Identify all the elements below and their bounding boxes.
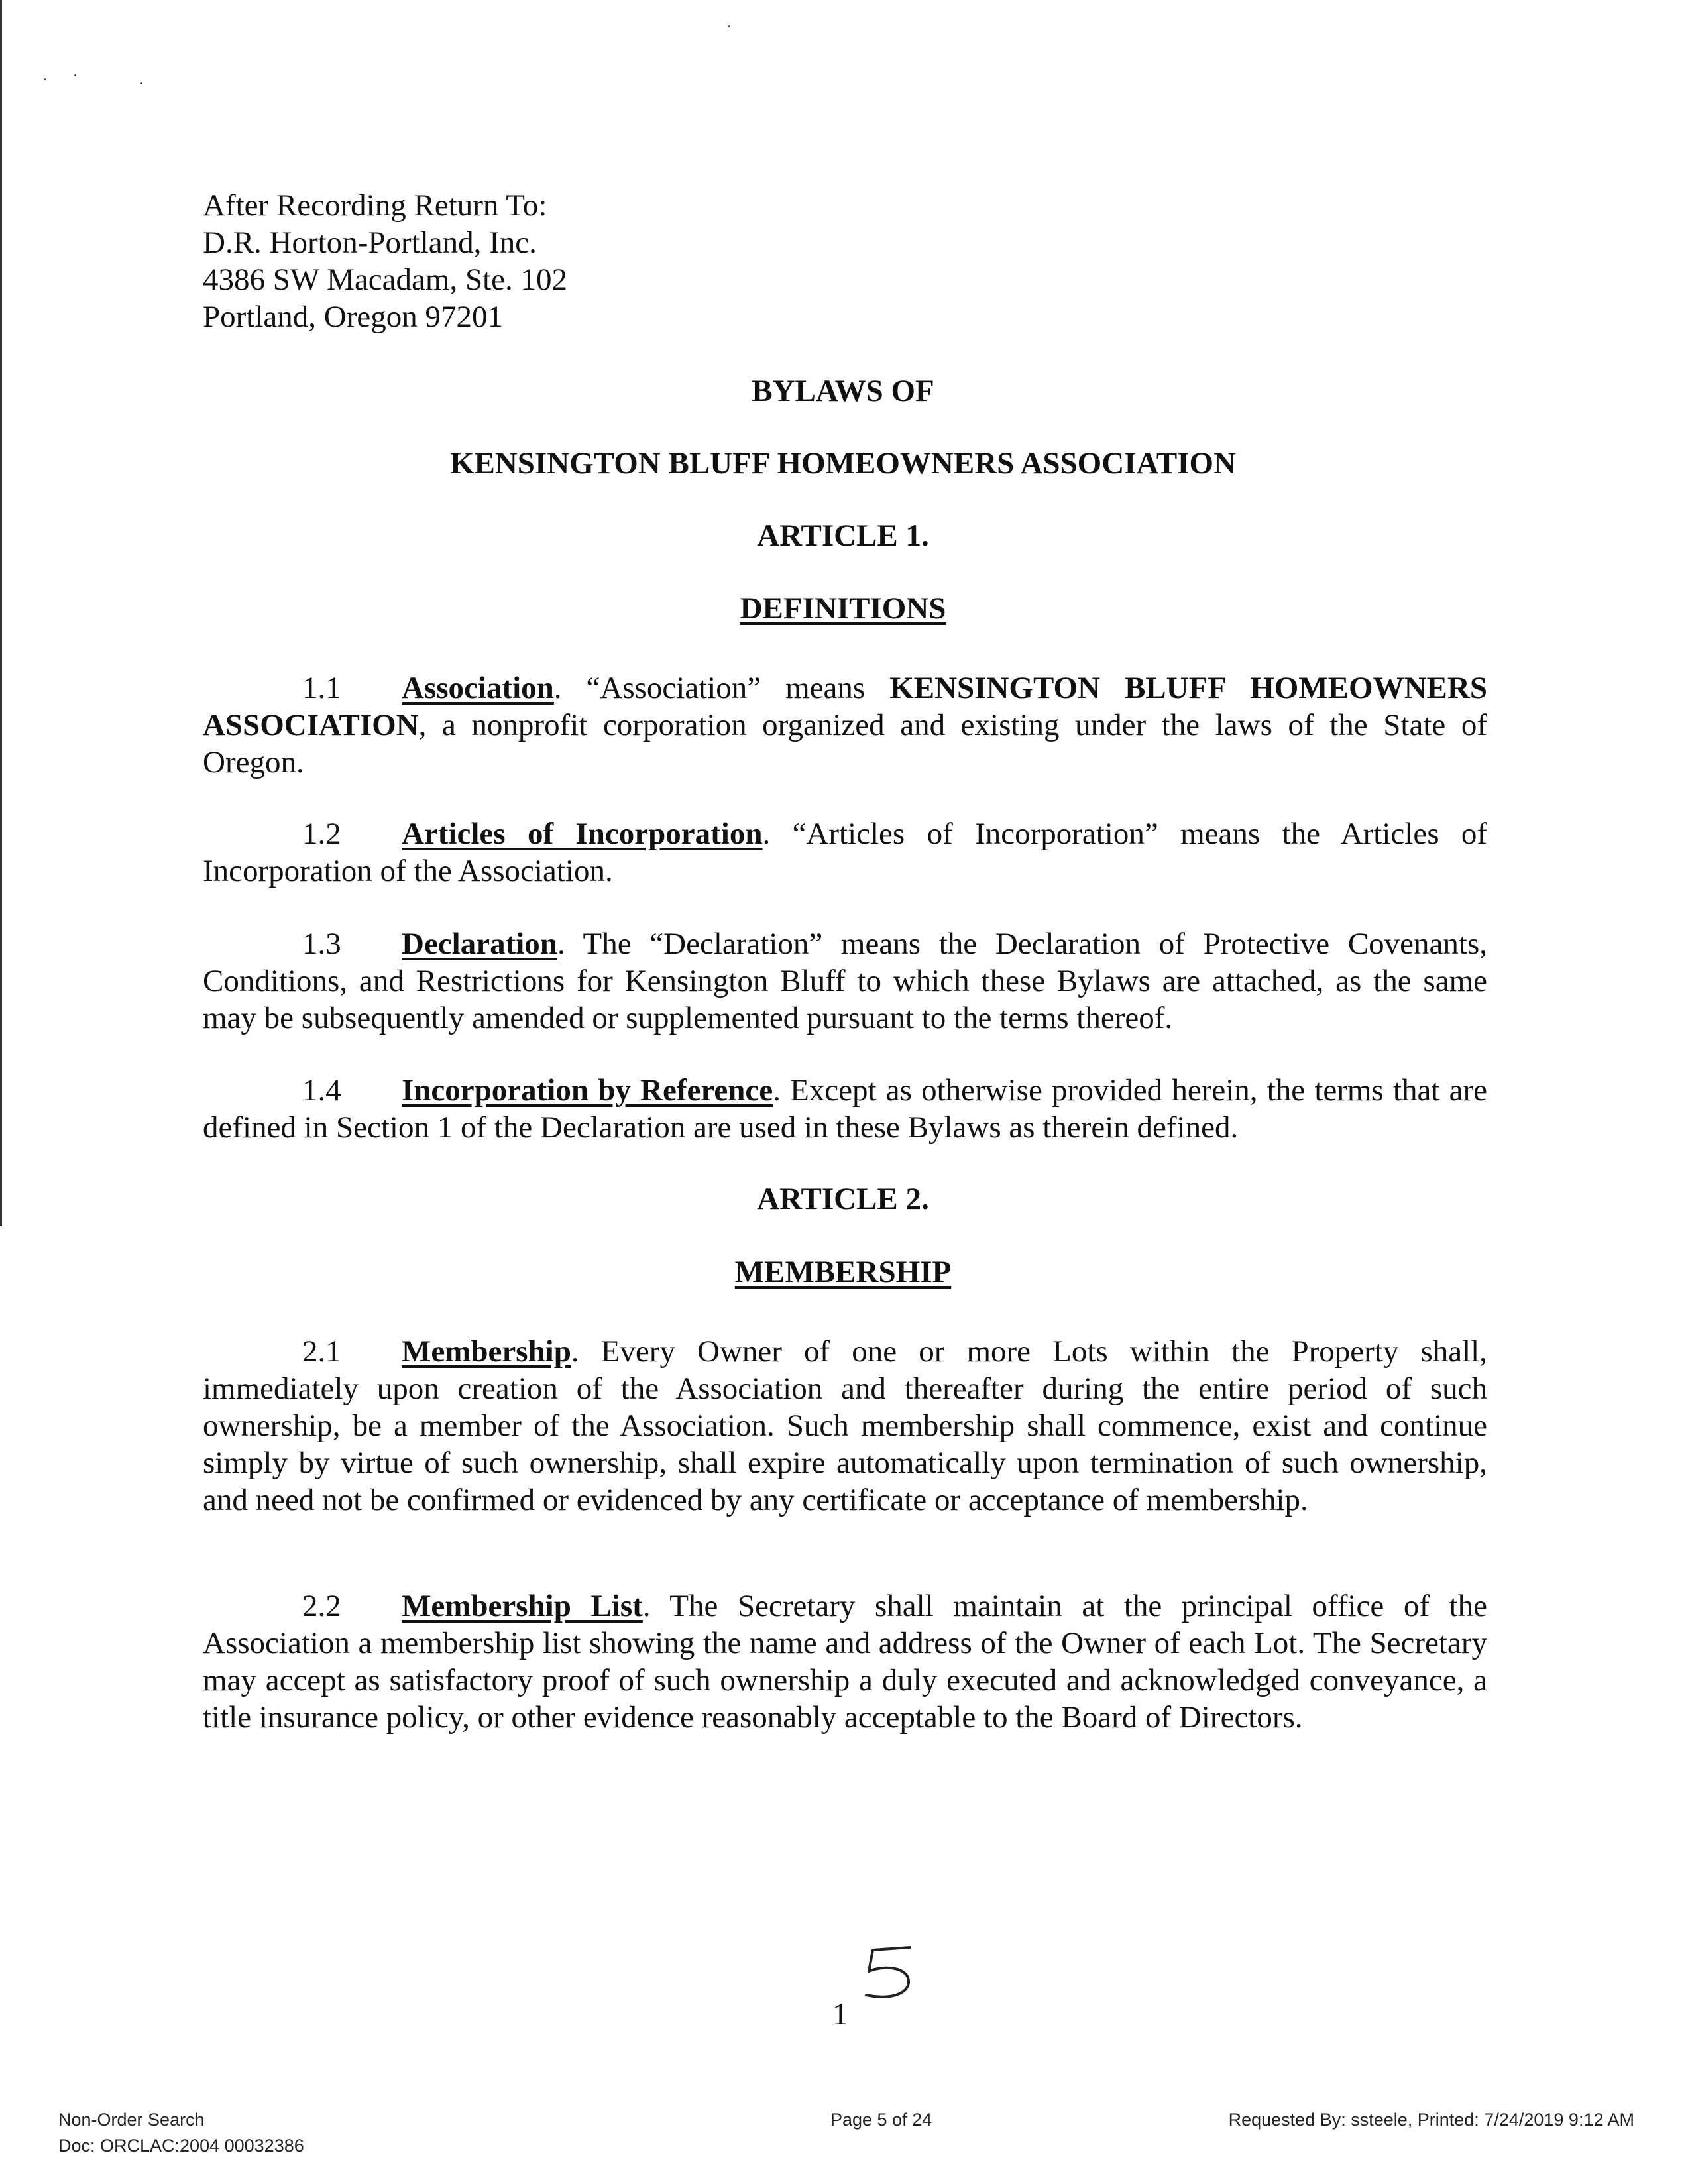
article-1-heading: ARTICLE 1. bbox=[757, 518, 929, 553]
section-text: . The Secretary shall maintain at the principal office of the Association a membership list showing the name and address of the Owner of each Lot. The Secretary may accept as satisfactory proof of such ownership a duly executed and acknowledged conveyance, a title insurance policy, or other evidence reasonably acceptable to the Board of Directors. bbox=[203, 1589, 1487, 1735]
section-title: Articles of Incorporation bbox=[402, 817, 763, 851]
section-text: . Every Owner of one or more Lots within the Property shall, immediately upon creation of the Association and thereafter during the entire period of such ownership, be a member of the Association. Such membership shall commence, exist and continue simply by virtue of such ownership, shall expire automatically upon termination of such ownership, and need not be confirmed or evidenced by any certificate or acceptance of membership. bbox=[203, 1334, 1487, 1517]
section-2-1 bbox=[203, 1333, 1487, 1519]
section-1-4 bbox=[203, 1072, 1487, 1146]
handwritten-page-mark bbox=[858, 1942, 921, 2005]
section-text: . The “Declaration” means the Declaration of Protective Covenants, Conditions, and Restrictions for Kensington Bluff to which these Bylaws are attached, as the same may be subsequently amended or supplemented pursuant to the terms thereof. bbox=[203, 927, 1487, 1035]
return-address bbox=[203, 187, 567, 335]
footer-page-count: Page 5 of 24 bbox=[830, 2110, 932, 2130]
section-1-3 bbox=[203, 925, 1487, 1037]
section-1-1 bbox=[203, 669, 1487, 781]
article-1-subheading: DEFINITIONS bbox=[740, 591, 946, 626]
section-title: Membership List bbox=[402, 1589, 643, 1623]
footer-search-type: Non-Order Search bbox=[58, 2110, 205, 2130]
section-title: Incorporation by Reference bbox=[402, 1073, 773, 1108]
scan-speck bbox=[140, 82, 142, 84]
address-line: D.R. Horton-Portland, Inc. bbox=[203, 225, 537, 260]
section-text: . Except as otherwise provided herein, the terms that are defined in Section 1 of the Declaration are used in these Bylaws as therein defined. bbox=[203, 1073, 1488, 1145]
scan-speck bbox=[728, 25, 730, 27]
section-number: 2.1 bbox=[302, 1334, 341, 1369]
section-1-2 bbox=[203, 815, 1487, 890]
address-line: 4386 SW Macadam, Ste. 102 bbox=[203, 262, 568, 297]
page-number: 1 bbox=[832, 1997, 848, 2032]
association-name-title: KENSINGTON BLUFF HOMEOWNERS ASSOCIATION bbox=[449, 446, 1237, 481]
article-2-subheading: MEMBERSHIP bbox=[734, 1255, 952, 1289]
scan-speck bbox=[74, 74, 76, 76]
section-title: Membership bbox=[402, 1334, 571, 1369]
section-number: 1.2 bbox=[302, 817, 341, 851]
section-2-2 bbox=[203, 1587, 1487, 1736]
section-number: 2.2 bbox=[302, 1589, 341, 1623]
scan-speck bbox=[44, 78, 46, 80]
article-2-heading: ARTICLE 2. bbox=[757, 1182, 929, 1216]
section-title: Declaration bbox=[402, 927, 557, 961]
section-text: . “Articles of Incorporation” means the Articles of Incorporation of the Association. bbox=[203, 817, 1487, 888]
section-text: , a nonprofit corporation organized and existing under the laws of the State of Oregon. bbox=[203, 708, 1487, 779]
section-text: . “Association” means bbox=[553, 671, 890, 705]
section-number: 1.3 bbox=[302, 927, 341, 961]
footer-requested-by: Requested By: ssteele, Printed: 7/24/2019 9:12 AM bbox=[1228, 2110, 1634, 2130]
document-title: BYLAWS OF bbox=[752, 374, 934, 408]
section-number: 1.4 bbox=[302, 1073, 341, 1108]
section-title: Association bbox=[402, 671, 554, 705]
address-line: After Recording Return To: bbox=[203, 188, 547, 223]
section-number: 1.1 bbox=[302, 671, 341, 705]
footer-doc-id: Doc: ORCLAC:2004 00032386 bbox=[58, 2136, 304, 2155]
address-line: Portland, Oregon 97201 bbox=[203, 300, 503, 334]
association-name: KENSINGTON BLUFF HOMEOWNERS ASSOCIATION bbox=[203, 671, 1487, 742]
